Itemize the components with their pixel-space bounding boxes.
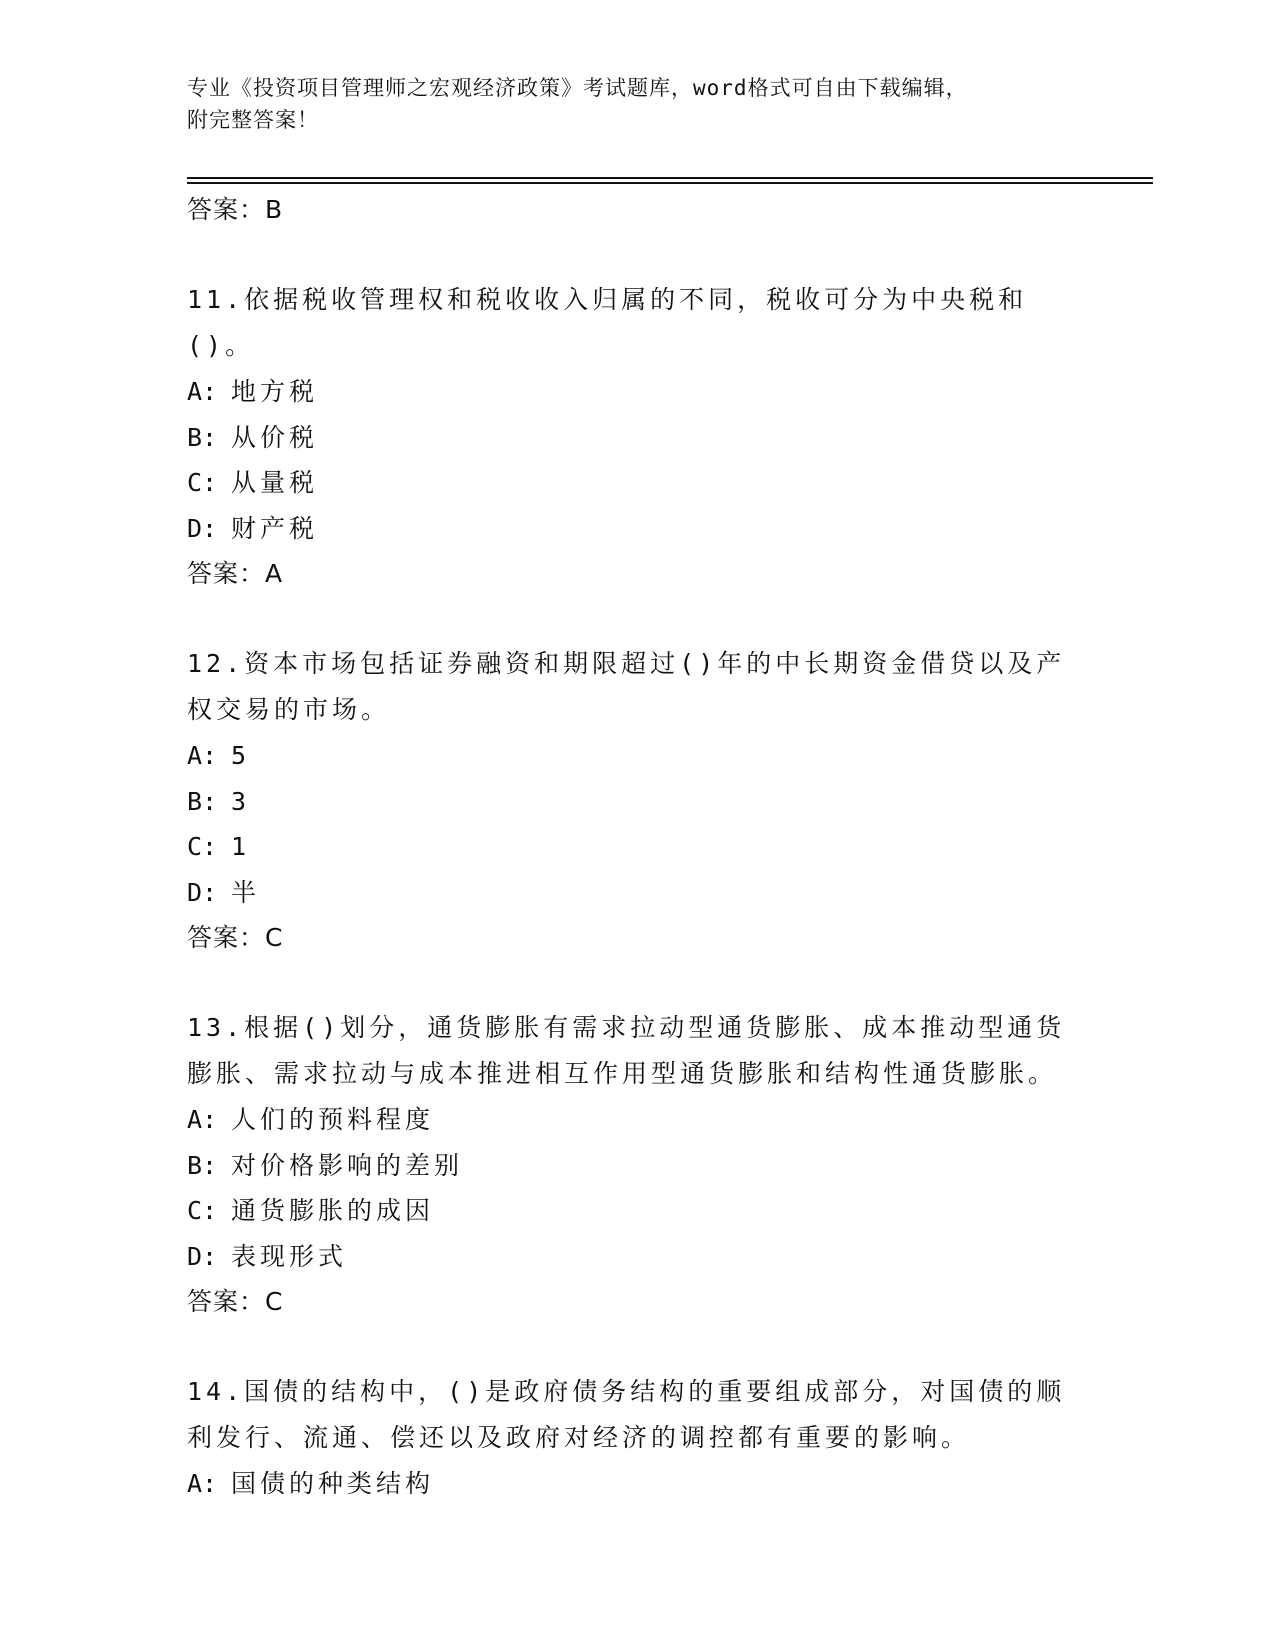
option-key: A: [187, 1469, 218, 1498]
question-stem: 11.依据税收管理权和税收收入归属的不同，税收可分为中央税和()。 [187, 285, 1028, 360]
option-text: 1 [231, 832, 251, 861]
question-11 [187, 277, 1087, 597]
option-c [187, 460, 1087, 506]
option-text: 人们的预料程度 [231, 1105, 435, 1134]
option-key: B: [187, 1150, 218, 1180]
question-stem: 12.资本市场包括证券融资和期限超过()年的中长期资金借贷以及产权交易的市场。 [187, 649, 1066, 724]
question-list [187, 187, 1087, 1507]
option-key: A: [187, 1105, 218, 1134]
answer-line: 答案：C [187, 923, 284, 952]
option-key: C: [187, 832, 218, 861]
option-text: 地方税 [231, 377, 319, 406]
header-divider-top [187, 177, 1153, 179]
option-key: C: [187, 468, 218, 497]
option-a [187, 1461, 1087, 1507]
option-text: 5 [231, 741, 251, 770]
answer-line: 答案：C [187, 1287, 284, 1316]
option-a [187, 733, 1087, 779]
option-key: B: [187, 422, 218, 452]
header-divider-bottom [187, 182, 1153, 184]
answer-line: 答案：A [187, 559, 284, 588]
option-key: A: [187, 377, 218, 406]
option-key: D: [187, 1241, 218, 1271]
option-text: 从量税 [231, 468, 319, 497]
option-a [187, 1097, 1087, 1143]
header-line-2: 附完整答案！ [187, 108, 319, 132]
option-key: D: [187, 877, 218, 907]
option-text: 半 [231, 877, 261, 907]
header-line-1: 专业《投资项目管理师之宏观经济政策》考试题库，word格式可自由下载编辑， [187, 76, 968, 100]
option-text: 对价格影响的差别 [231, 1150, 464, 1180]
option-text: 3 [231, 786, 251, 816]
question-13 [187, 1005, 1087, 1325]
option-text: 财产税 [231, 513, 319, 543]
option-key: C: [187, 1196, 218, 1225]
option-b [187, 779, 1087, 825]
option-b [187, 1143, 1087, 1189]
answer-line: 答案：B [187, 195, 284, 224]
option-d [187, 1234, 1087, 1280]
option-text: 通货膨胀的成因 [231, 1196, 435, 1225]
question-14 [187, 1369, 1087, 1507]
option-d [187, 870, 1087, 916]
option-key: B: [187, 786, 218, 816]
option-b [187, 415, 1087, 461]
option-text: 从价税 [231, 422, 319, 452]
question-12 [187, 641, 1087, 961]
option-text: 国债的种类结构 [231, 1469, 435, 1498]
option-text: 表现形式 [231, 1241, 348, 1271]
option-a [187, 369, 1087, 415]
option-c [187, 1188, 1087, 1234]
page-header [187, 72, 1067, 136]
option-d [187, 506, 1087, 552]
option-key: D: [187, 513, 218, 543]
option-key: A: [187, 741, 218, 770]
question-stem: 14.国债的结构中，()是政府债务结构的重要组成部分，对国债的顺利发行、流通、偿还以及政府对经济的调控都有重要的影响。 [187, 1377, 1066, 1452]
option-c [187, 824, 1087, 870]
question-stem: 13.根据()划分，通货膨胀有需求拉动型通货膨胀、成本推动型通货膨胀、需求拉动与成本推进相互作用型通货膨胀和结构性通货膨胀。 [187, 1013, 1066, 1088]
